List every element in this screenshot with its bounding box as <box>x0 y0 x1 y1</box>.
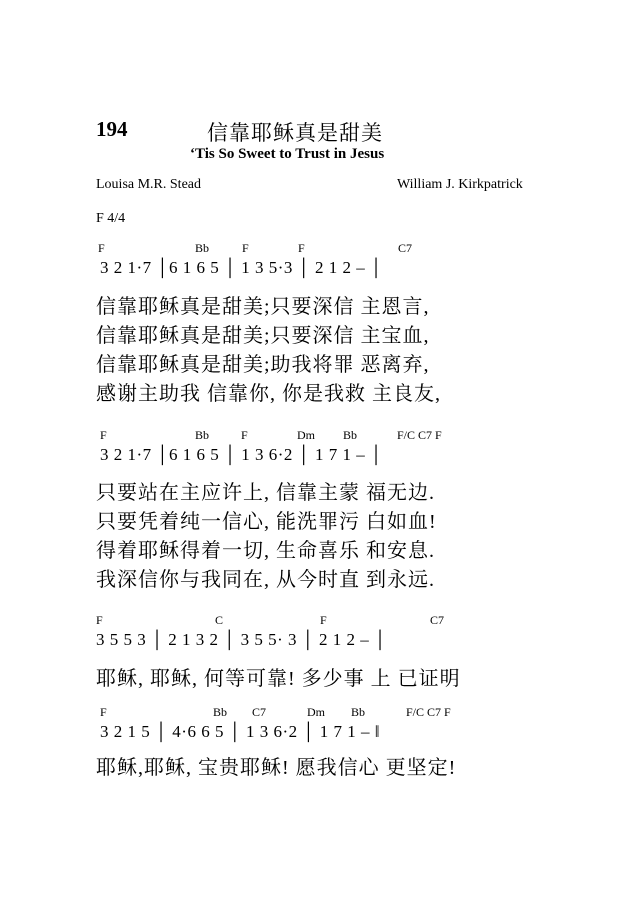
jianpu-notes: 3 2 1·7 │6 1 6 5 │ 1 3 5·3 │ 2 1 2 – │ <box>100 258 383 277</box>
chord-symbol: C7 <box>430 613 445 627</box>
lyric-line: 耶稣,耶稣, 宝贵耶稣! 愿我信心 更坚定! <box>96 757 457 779</box>
author-credit: Louisa M.R. Stead <box>96 177 201 192</box>
chord-symbol: C <box>215 613 224 627</box>
jianpu-notes: 3 5 5 3 │ 2 1 3 2 │ 3 5 5· 3 │ 2 1 2 – │ <box>96 630 387 649</box>
chord-symbol: Bb <box>343 428 358 442</box>
lyric-line: 感谢主助我 信靠你, 你是我救 主良友, <box>96 383 441 405</box>
lyric-line: 耶稣, 耶稣, 何等可靠! 多少事 上 已证明 <box>96 668 461 690</box>
chord-symbol: Bb <box>213 705 228 719</box>
jianpu-notes: 3 2 1 5 │ 4·6 6 5 │ 1 3 6·2 │ 1 7 1 – ‖ <box>100 722 380 741</box>
chord-symbol: F <box>320 613 327 627</box>
chord-symbol: F <box>242 241 249 255</box>
lyric-line: 信靠耶稣真是甜美;助我将罪 恶离弃, <box>96 354 430 376</box>
chinese-title: 信靠耶稣真是甜美 <box>207 121 383 145</box>
chord-symbol: C7 <box>398 241 413 255</box>
chord-symbol: Bb <box>351 705 366 719</box>
chord-symbol: Bb <box>195 428 210 442</box>
lyric-line: 信靠耶稣真是甜美;只要深信 主恩言, <box>96 296 430 318</box>
chord-symbol: Dm <box>307 705 325 719</box>
chord-symbol: F <box>100 428 107 442</box>
chord-symbol: F/C C7 F <box>397 428 442 442</box>
chord-symbol: Bb <box>195 241 210 255</box>
english-title: ‘Tis So Sweet to Trust in Jesus <box>190 146 385 162</box>
chord-symbol: F <box>98 241 105 255</box>
key-time-signature: F 4/4 <box>96 211 126 226</box>
chord-symbol: F <box>298 241 305 255</box>
lyric-line: 只要站在主应许上, 信靠主蒙 福无边. <box>96 482 435 504</box>
chord-symbol: Dm <box>297 428 315 442</box>
lyric-line: 只要凭着纯一信心, 能洗罪污 白如血! <box>96 511 437 533</box>
composer-credit: William J. Kirkpatrick <box>397 177 523 192</box>
jianpu-notes: 3 2 1·7 │6 1 6 5 │ 1 3 6·2 │ 1 7 1 – │ <box>100 445 383 464</box>
lyric-line: 得着耶稣得着一切, 生命喜乐 和安息. <box>96 540 435 562</box>
hymn-number: 194 <box>96 117 128 141</box>
chord-symbol: F <box>100 705 107 719</box>
chord-symbol: F <box>241 428 248 442</box>
chord-symbol: F/C C7 F <box>406 705 451 719</box>
lyric-line: 我深信你与我同在, 从今时直 到永远. <box>96 569 435 591</box>
chord-symbol: C7 <box>252 705 267 719</box>
lyric-line: 信靠耶稣真是甜美;只要深信 主宝血, <box>96 325 430 347</box>
chord-symbol: F <box>96 613 103 627</box>
